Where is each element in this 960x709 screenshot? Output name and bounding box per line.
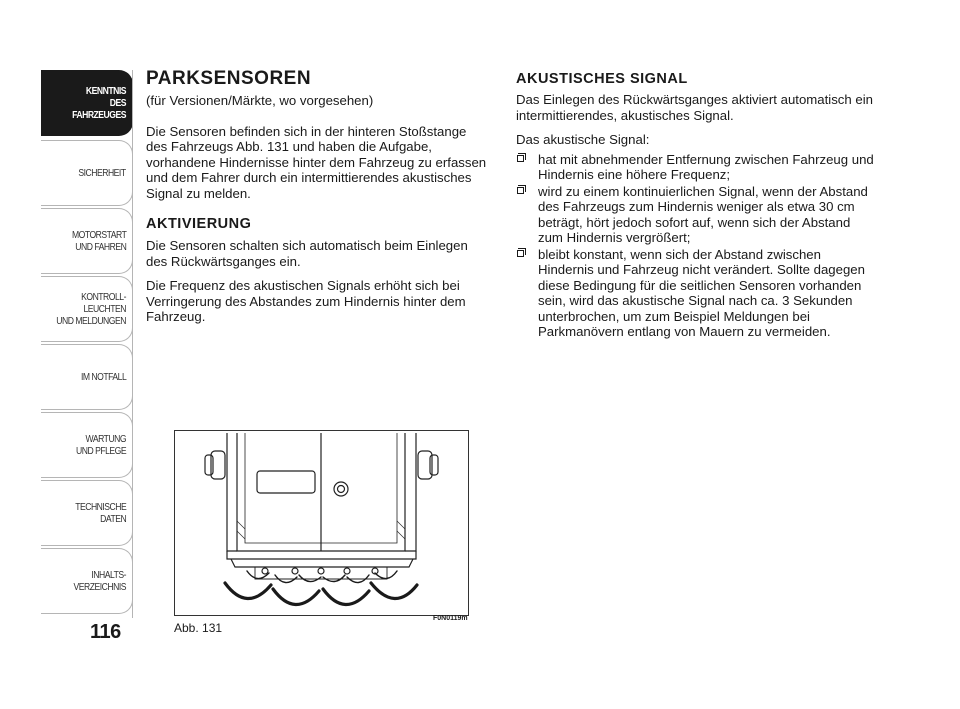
list-item: bleibt konstant, wenn sich der Abstand zwischen Hindernis und Fahrzeug nicht verändert. Sollte dagegen diese Bedingung für die seitlichen Sensoren vorhanden sein, wird das akustische Signal nach ca. 3 Sekunden unterbrochen, um zum Beispiel Meldungen bei Parkmanövern entlang von Mauern zu vermeiden.: [516, 247, 876, 340]
tab-inhaltsverzeichnis[interactable]: [41, 548, 133, 614]
figure-rear-bumper-sensors: [174, 430, 469, 616]
tab-im-notfall[interactable]: [41, 344, 133, 410]
figure-code: F0N0119m: [433, 615, 468, 622]
van-rear-illustration: [175, 431, 468, 615]
tab-label: WARTUNG UND PFLEGE: [75, 433, 126, 457]
list-item: wird zu einem kontinuierlichen Signal, wenn der Abstand des Fahrzeugs zum Hindernis weniger als etwa 30 cm beträgt, hört jedoch sofort auf, wenn sich der Abstand zum Hindernis vergrößert;: [516, 184, 876, 246]
signal-paragraph-1: Das Einlegen des Rückwärtsganges aktiviert automatisch ein intermittierendes, akustisches Signal.: [516, 92, 873, 123]
sidebar-divider: [132, 70, 133, 618]
tab-kontrollleuchten-und-meldungen[interactable]: [41, 276, 133, 342]
tab-label: INHALTS- VERZEICHNIS: [73, 569, 126, 593]
checkbox-bullet-icon: [517, 187, 524, 194]
intro-paragraph: Die Sensoren befinden sich in der hinteren Stoßstange des Fahrzeugs Abb. 131 und haben die Aufgabe, vorhandene Hindernisse hinter dem Fahrzeug zu erfassen und dem Fahrer durch ein intermittierendes akustisches Signal zu melden.: [146, 123, 487, 201]
right-column: [516, 70, 876, 341]
page-subtitle: (für Versionen/Märkte, wo vorgesehen): [146, 93, 374, 108]
page-title: PARKSENSOREN: [146, 68, 312, 89]
signal-paragraph-2: Das akustische Signal:: [516, 132, 650, 147]
tab-wartung-und-pflege[interactable]: [41, 412, 133, 478]
tab-label: KONTROLL- LEUCHTEN UND MELDUNGEN: [56, 291, 126, 327]
left-column: [146, 68, 491, 325]
tab-label: IM NOTFALL: [80, 371, 126, 383]
page-number: 116: [90, 621, 121, 643]
section-title-akustisches-signal: AKUSTISCHES SIGNAL: [516, 71, 688, 87]
aktivierung-paragraph-2: Die Frequenz des akustischen Signals erhöht sich bei Verringerung des Abstandes zum Hindernis hinter dem Fahrzeug.: [146, 278, 466, 324]
aktivierung-paragraph-1: Die Sensoren schalten sich automatisch beim Einlegen des Rückwärtsganges ein.: [146, 238, 468, 269]
tab-kenntnis-des-fahrzeuges[interactable]: [41, 70, 133, 136]
tab-label: TECHNISCHE DATEN: [74, 501, 126, 525]
list-item: hat mit abnehmender Entfernung zwischen Fahrzeug und Hindernis eine höhere Frequenz;: [516, 152, 876, 183]
checkbox-bullet-icon: [517, 250, 524, 257]
tab-sicherheit[interactable]: [41, 140, 133, 206]
tab-label: KENNTNIS DES FAHRZEUGES: [72, 85, 126, 121]
tab-technische-daten[interactable]: [41, 480, 133, 546]
signal-list: [516, 152, 876, 340]
section-title-aktivierung: AKTIVIERUNG: [146, 216, 252, 232]
tab-label: MOTORSTART UND FAHREN: [71, 229, 126, 253]
tab-label: SICHERHEIT: [78, 167, 126, 179]
checkbox-bullet-icon: [517, 155, 524, 162]
tab-motorstart-und-fahren[interactable]: [41, 208, 133, 274]
figure-caption: Abb. 131: [174, 621, 223, 635]
